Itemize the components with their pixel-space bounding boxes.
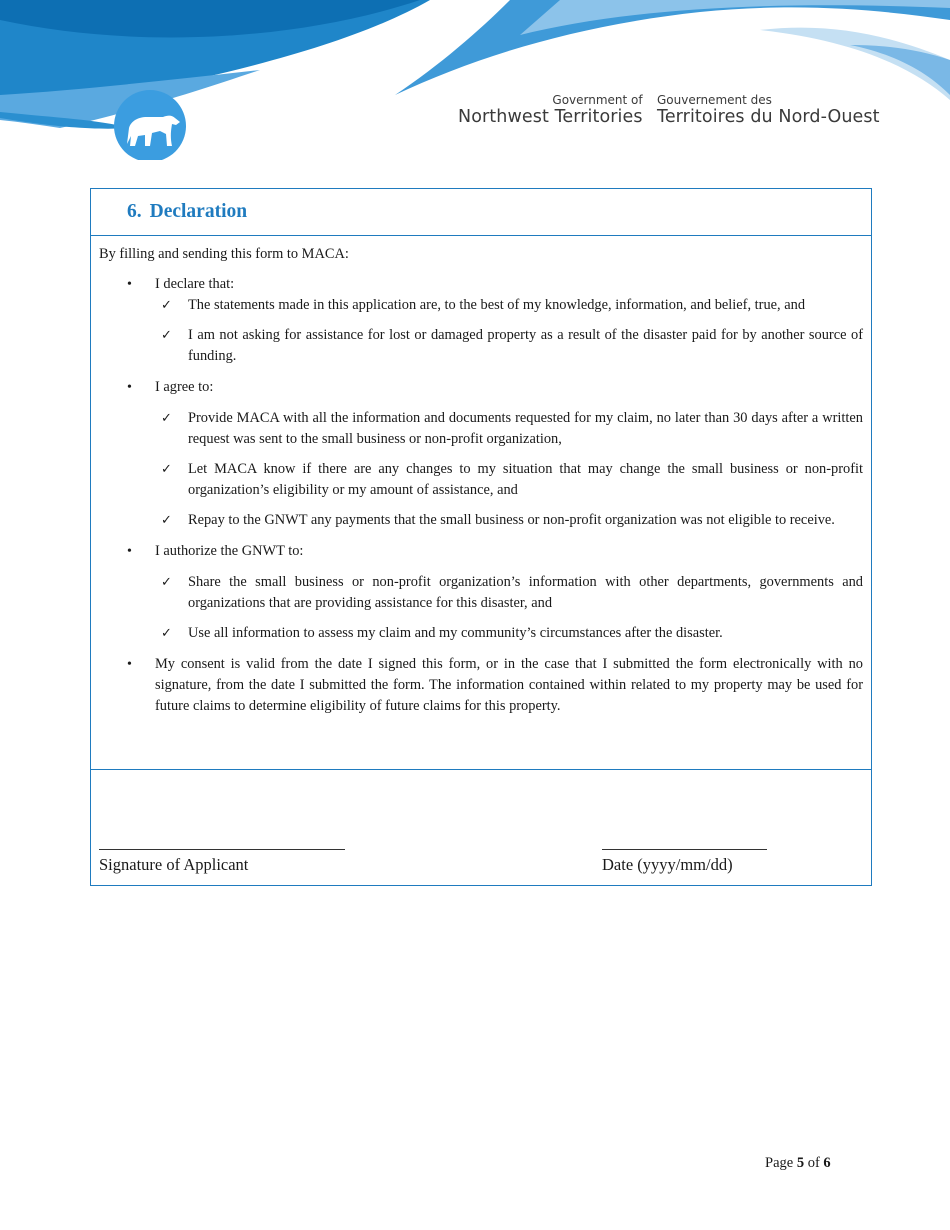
checkmark-icon: ✓ (161, 328, 172, 343)
gov-english-wordmark (458, 93, 643, 128)
consent-text: My consent is valid from the date I signed this form, or in the case that I submitted the form electronically with no signature, from the date I submitted the form. The information contained within related to my property may be used for future claims to determine eligibility of future claims for this property. (155, 656, 863, 714)
check-text: Provide MACA with all the information and documents requested for my claim, no later than 30 days after a written request was sent to the small business or non-profit organization, (188, 410, 863, 447)
check-text: Use all information to assess my claim and my community’s circumstances after the disaster. (188, 625, 723, 641)
bullet-label: I authorize the GNWT to: (155, 543, 304, 559)
check-text: The statements made in this application are, to the best of my knowledge, information, and belief, true, and (188, 297, 806, 313)
header-banner (0, 0, 950, 160)
check-item (155, 572, 863, 614)
date-label: Date (yyyy/mm/dd) (602, 855, 733, 874)
check-list (155, 295, 863, 367)
checkmark-icon: ✓ (161, 575, 172, 590)
section-title-text: Declaration (149, 201, 248, 222)
page-word: Page (765, 1155, 794, 1171)
check-text: Repay to the GNWT any payments that the small business or non-profit organization was not eligible to receive. (188, 512, 835, 528)
bullet-dot-icon: • (127, 277, 132, 292)
bullet-label: I agree to: (155, 379, 214, 395)
check-list (155, 572, 863, 644)
check-item (155, 408, 863, 450)
page-number (765, 1155, 831, 1172)
checkmark-icon: ✓ (161, 626, 172, 641)
bullet-item (99, 541, 863, 644)
bullet-dot-icon: • (127, 657, 132, 672)
declaration-body (91, 236, 871, 770)
check-item (155, 623, 863, 644)
section-title (127, 201, 247, 223)
declaration-form-box (90, 188, 872, 886)
checkmark-icon: ✓ (161, 298, 172, 313)
bullet-dot-icon: • (127, 380, 132, 395)
checkmark-icon: ✓ (161, 462, 172, 477)
check-list (155, 408, 863, 531)
intro-text: By filling and sending this form to MACA: (99, 246, 349, 262)
date-field[interactable] (602, 849, 767, 875)
date-line (602, 849, 767, 850)
bullet-item (99, 654, 863, 717)
total-pages: 6 (823, 1155, 831, 1171)
section-header (91, 189, 871, 236)
checkmark-icon: ✓ (161, 513, 172, 528)
check-text: I am not asking for assistance for lost or damaged property as a result of the disaster paid for by another source of funding. (188, 327, 863, 364)
section-number: 6. (127, 201, 142, 222)
gov-fr-small-text: Gouvernement des (657, 93, 772, 107)
signature-line (99, 849, 345, 850)
check-text: Let MACA know if there are any changes to my situation that may change the small business or non-profit organization’s eligibility or my amount of assistance, and (188, 461, 863, 498)
gov-fr-large-text: Territoires du Nord-Ouest (657, 107, 880, 127)
check-item (155, 510, 863, 531)
check-item (155, 459, 863, 501)
gov-french-wordmark (657, 93, 880, 128)
gov-en-large-text: Northwest Territories (458, 107, 643, 127)
check-item (155, 325, 863, 367)
bullet-item (99, 274, 863, 367)
check-item (155, 295, 863, 316)
signature-label: Signature of Applicant (99, 855, 249, 874)
current-page: 5 (796, 1155, 805, 1171)
gov-en-small-text: Government of (552, 93, 643, 107)
check-text: Share the small business or non-profit organization’s information with other departments, governments and organizations that are providing assistance for this disaster, and (188, 574, 863, 611)
applicant-signature-field[interactable] (99, 849, 345, 875)
bullet-item (99, 377, 863, 531)
signature-area (91, 770, 871, 886)
of-word: of (807, 1155, 820, 1171)
bullet-dot-icon: • (127, 544, 132, 559)
checkmark-icon: ✓ (161, 411, 172, 426)
bullet-label: I declare that: (155, 276, 235, 292)
